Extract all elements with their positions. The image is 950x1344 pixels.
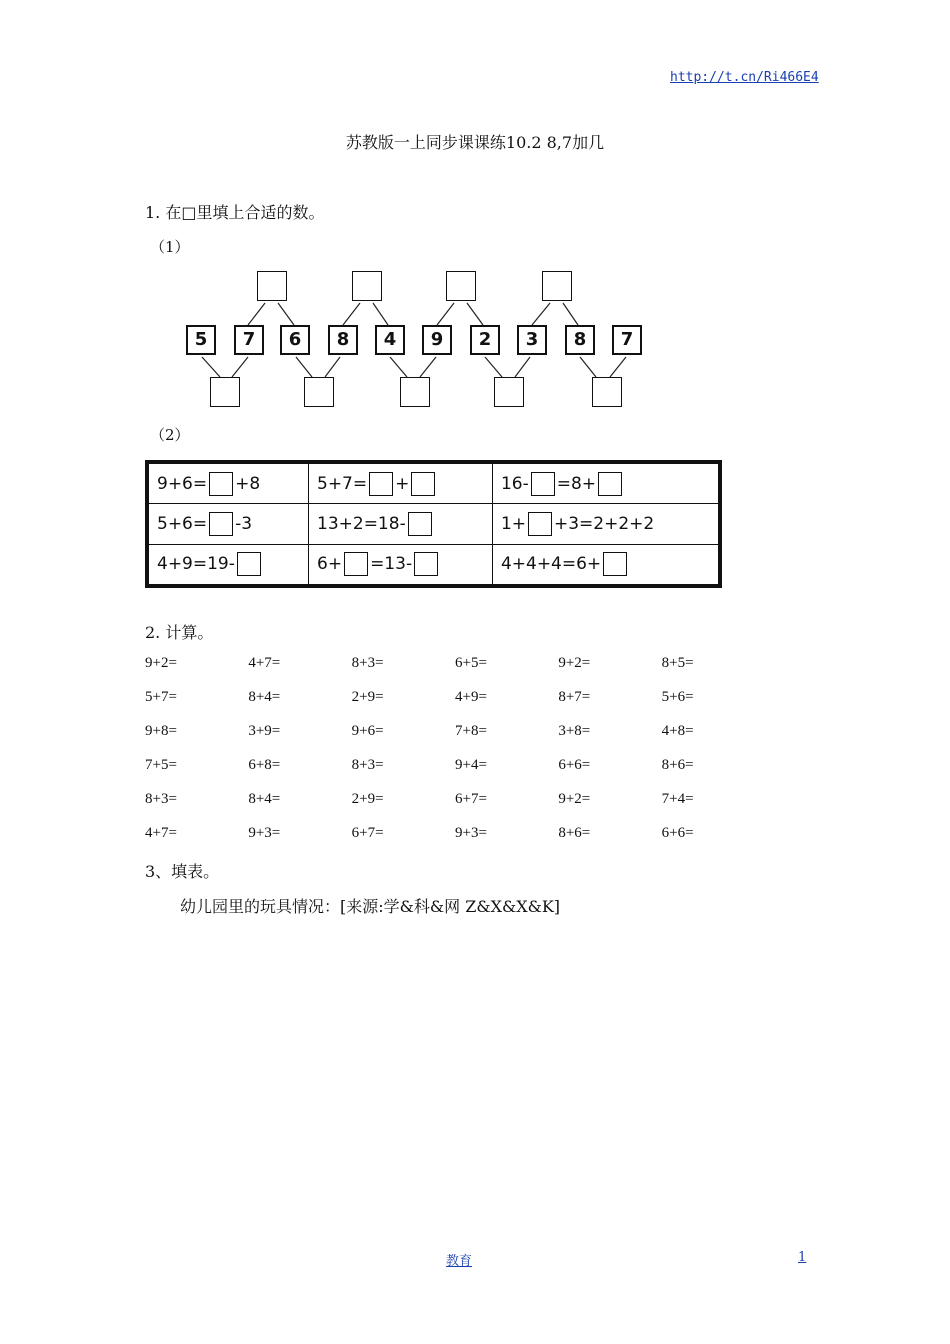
calc-row — [145, 723, 765, 757]
calc-problem: 8+7= — [558, 689, 591, 705]
page-number[interactable]: 1 — [798, 1250, 807, 1265]
question-1-part-1-label: （1） — [150, 238, 190, 256]
calc-problem: 9+3= — [454, 825, 487, 841]
number-box: 8 — [328, 325, 358, 355]
calc-problem: 7+4= — [661, 791, 694, 807]
calc-problem: 6+7= — [454, 791, 487, 807]
calc-problem: 8+4= — [248, 689, 281, 705]
calc-problem: 5+6= — [661, 689, 694, 705]
equation-cell — [309, 504, 493, 544]
calc-problem: 8+6= — [661, 757, 694, 773]
equation-cell — [309, 464, 493, 504]
answer-box[interactable] — [344, 552, 368, 576]
answer-box[interactable] — [414, 552, 438, 576]
answer-box[interactable] — [369, 472, 393, 496]
calc-problem: 9+2= — [558, 655, 591, 671]
calc-problem: 4+7= — [145, 825, 177, 841]
equation-cell — [492, 464, 718, 504]
footer-link[interactable]: 教育 — [446, 1254, 473, 1269]
answer-box[interactable] — [400, 377, 430, 407]
calc-problem: 9+2= — [145, 655, 177, 671]
equation-text: 16- — [500, 473, 529, 494]
question-1-part-2-label: （2） — [150, 426, 190, 444]
number-box: 6 — [280, 325, 310, 355]
calc-problem: 2+9= — [351, 791, 384, 807]
calc-problem: 9+4= — [454, 757, 487, 773]
calc-row — [145, 791, 765, 825]
calc-problem: 8+3= — [351, 757, 384, 773]
calc-problem: 8+6= — [558, 825, 591, 841]
equation-table — [145, 460, 722, 588]
equation-cell — [149, 464, 309, 504]
equation-cell — [492, 504, 718, 544]
answer-box[interactable] — [210, 377, 240, 407]
calc-problem: 6+8= — [248, 757, 281, 773]
calc-row — [145, 655, 765, 689]
calc-problem: 8+5= — [661, 655, 694, 671]
answer-box[interactable] — [209, 472, 233, 496]
answer-box[interactable] — [237, 552, 261, 576]
calc-problem: 9+6= — [351, 723, 384, 739]
page-title: 苏教版一上同步课课练10.2 8,7加几 — [345, 133, 605, 152]
question-2-label: 2. 计算。 — [145, 623, 214, 642]
equation-text: 5+7= — [317, 473, 368, 494]
question-1-label: 1. 在□里填上合适的数。 — [145, 203, 325, 222]
answer-box[interactable] — [592, 377, 622, 407]
equation-text: +3=2+2+2 — [554, 513, 655, 534]
calc-problem: 8+4= — [248, 791, 281, 807]
answer-box[interactable] — [209, 512, 233, 536]
calc-problem: 9+3= — [248, 825, 281, 841]
calculation-grid — [145, 655, 765, 859]
equation-text: =13- — [370, 554, 413, 575]
calc-problem: 8+3= — [351, 655, 384, 671]
calc-row — [145, 689, 765, 723]
calc-problem: 2+9= — [351, 689, 384, 705]
equation-cell — [309, 544, 493, 584]
answer-box[interactable] — [528, 512, 552, 536]
answer-box[interactable] — [494, 377, 524, 407]
calc-problem: 4+9= — [454, 689, 487, 705]
calc-problem: 6+6= — [558, 757, 591, 773]
calc-row — [145, 757, 765, 791]
equation-text: +8 — [235, 473, 261, 494]
number-box: 2 — [470, 325, 500, 355]
calc-row — [145, 825, 765, 859]
calc-problem: 4+8= — [661, 723, 694, 739]
decomposition-diagram — [180, 265, 660, 415]
number-box: 5 — [186, 325, 216, 355]
number-box: 3 — [517, 325, 547, 355]
answer-box[interactable] — [411, 472, 435, 496]
calc-problem: 9+8= — [145, 723, 177, 739]
calc-problem: 3+8= — [558, 723, 591, 739]
equation-text: 13+2=18- — [317, 513, 406, 534]
answer-box[interactable] — [531, 472, 555, 496]
number-box: 9 — [422, 325, 452, 355]
calc-problem: 8+3= — [145, 791, 177, 807]
equation-text: -3 — [235, 513, 253, 534]
answer-box[interactable] — [408, 512, 432, 536]
calc-problem: 7+8= — [454, 723, 487, 739]
calc-problem: 7+5= — [145, 757, 177, 773]
calc-problem: 6+5= — [454, 655, 487, 671]
equation-text: 5+6= — [157, 513, 208, 534]
answer-box[interactable] — [257, 271, 287, 301]
number-box: 7 — [612, 325, 642, 355]
answer-box[interactable] — [603, 552, 627, 576]
equation-cell — [492, 544, 718, 584]
calc-problem: 6+6= — [661, 825, 694, 841]
number-box: 4 — [375, 325, 405, 355]
answer-box[interactable] — [352, 271, 382, 301]
answer-box[interactable] — [304, 377, 334, 407]
header-link[interactable]: http://t.cn/Ri466E4 — [670, 70, 819, 85]
equation-text: + — [395, 473, 410, 494]
answer-box[interactable] — [446, 271, 476, 301]
number-box: 8 — [565, 325, 595, 355]
equation-text: 9+6= — [157, 473, 208, 494]
equation-text: =8+ — [556, 473, 597, 494]
number-box: 7 — [234, 325, 264, 355]
calc-problem: 9+2= — [558, 791, 591, 807]
equation-cell — [149, 504, 309, 544]
answer-box[interactable] — [598, 472, 622, 496]
equation-row — [149, 464, 719, 504]
question-3-label: 3、填表。 — [145, 862, 220, 881]
equation-row — [149, 504, 719, 544]
equation-text: 4+4+4=6+ — [500, 554, 602, 575]
calc-problem: 4+7= — [248, 655, 281, 671]
question-3-subtitle: 幼儿园里的玩具情况：[来源:学&科&网 Z&X&X&K] — [180, 897, 561, 916]
answer-box[interactable] — [542, 271, 572, 301]
equation-text: 6+ — [317, 554, 343, 575]
calc-problem: 5+7= — [145, 689, 177, 705]
equation-cell — [149, 544, 309, 584]
equation-text: 1+ — [500, 513, 526, 534]
calc-problem: 6+7= — [351, 825, 384, 841]
calc-problem: 3+9= — [248, 723, 281, 739]
equation-text: 4+9=19- — [157, 554, 235, 575]
equation-row — [149, 544, 719, 584]
